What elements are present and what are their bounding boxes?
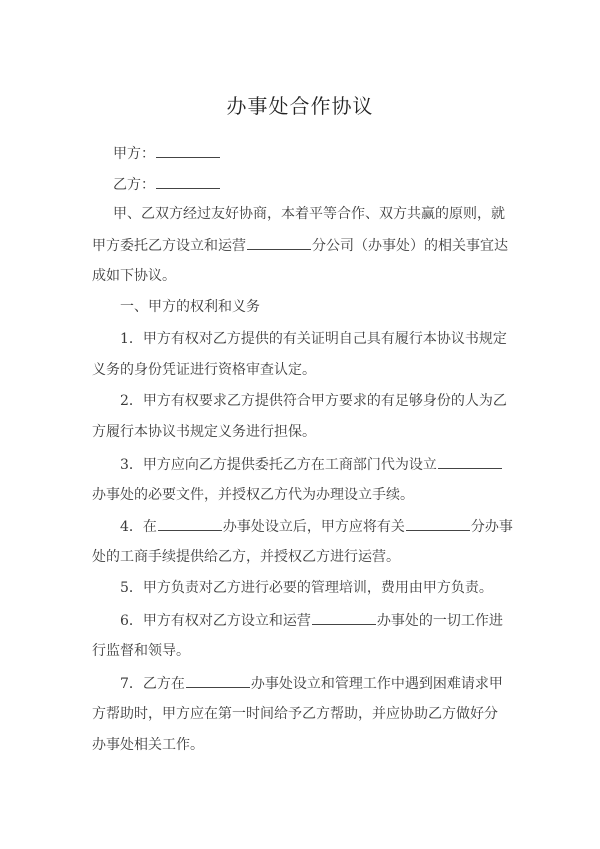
- text-segment: 办事处设立后，甲方应将有关: [222, 519, 405, 535]
- text-line: [92, 422, 316, 442]
- text-segment: 乙方：: [113, 177, 155, 193]
- text-segment: 甲、乙双方经过友好协商，本着平等合作、双方共赢的原则，就: [113, 206, 505, 222]
- text-line: [92, 454, 503, 475]
- fill-in-blank: [158, 516, 222, 531]
- text-line: [92, 673, 503, 694]
- text-segment: 行监督和领导。: [92, 643, 190, 659]
- text-segment: 2．甲方有权要求乙方提供符合甲方要求的有足够身份的人为乙: [120, 393, 507, 409]
- text-segment: 方履行本协议书规定义务进行担保。: [92, 424, 316, 440]
- text-line: [92, 266, 176, 286]
- text-line: [92, 143, 221, 164]
- text-line: [92, 360, 316, 380]
- text-segment: 甲方委托乙方设立和运营: [92, 238, 246, 254]
- text-segment: 办事处的必要文件，并授权乙方代为办理设立手续。: [92, 487, 414, 503]
- text-line: [92, 297, 260, 317]
- fill-in-blank: [438, 454, 502, 469]
- text-line: [92, 735, 204, 755]
- text-segment: 义务的身份凭证进行资格审查认定。: [92, 362, 316, 378]
- text-line: [92, 485, 414, 505]
- text-line: [92, 235, 508, 256]
- text-segment: 4．在: [120, 519, 157, 535]
- text-line: [92, 204, 505, 224]
- text-line: [92, 578, 493, 598]
- fill-in-blank: [312, 610, 376, 625]
- text-segment: 处的工商手续提供给乙方，并授权乙方进行运营。: [92, 549, 400, 565]
- text-segment: 分公司（办事处）的相关事宜达: [312, 238, 508, 254]
- text-segment: 5．甲方负责对乙方进行必要的管理培训，费用由甲方负责。: [120, 580, 493, 596]
- text-segment: 分办事: [470, 519, 513, 535]
- fill-in-blank: [156, 143, 220, 158]
- text-segment: 办事处相关工作。: [92, 737, 204, 753]
- text-line: [92, 329, 507, 349]
- document-title: 办事处合作协议: [226, 94, 374, 118]
- text-segment: 一、甲方的权利和义务: [120, 299, 260, 315]
- text-line: [92, 610, 503, 631]
- text-line: [92, 641, 190, 661]
- text-segment: 方帮助时，甲方应在第一时间给予乙方帮助，并应协助乙方做好分: [92, 706, 498, 722]
- text-line: [92, 391, 507, 411]
- fill-in-blank: [406, 516, 470, 531]
- text-line: [92, 704, 498, 724]
- text-segment: 6．甲方有权对乙方设立和运营: [120, 613, 311, 629]
- text-segment: 办事处设立和管理工作中遇到困难请求甲: [250, 676, 503, 692]
- text-segment: 7．乙方在: [120, 676, 185, 692]
- text-segment: 3．甲方应向乙方提供委托乙方在工商部门代为设立: [120, 457, 437, 473]
- text-line: [92, 516, 513, 537]
- fill-in-blank: [247, 235, 311, 250]
- text-segment: 甲方：: [113, 146, 155, 162]
- text-segment: 成如下协议。: [92, 268, 176, 284]
- text-line: [92, 174, 221, 195]
- text-segment: 办事处的一切工作进: [376, 613, 503, 629]
- text-line: [92, 547, 400, 567]
- fill-in-blank: [156, 174, 220, 189]
- fill-in-blank: [186, 673, 250, 688]
- text-segment: 1．甲方有权对乙方提供的有关证明自己具有履行本协议书规定: [120, 331, 507, 347]
